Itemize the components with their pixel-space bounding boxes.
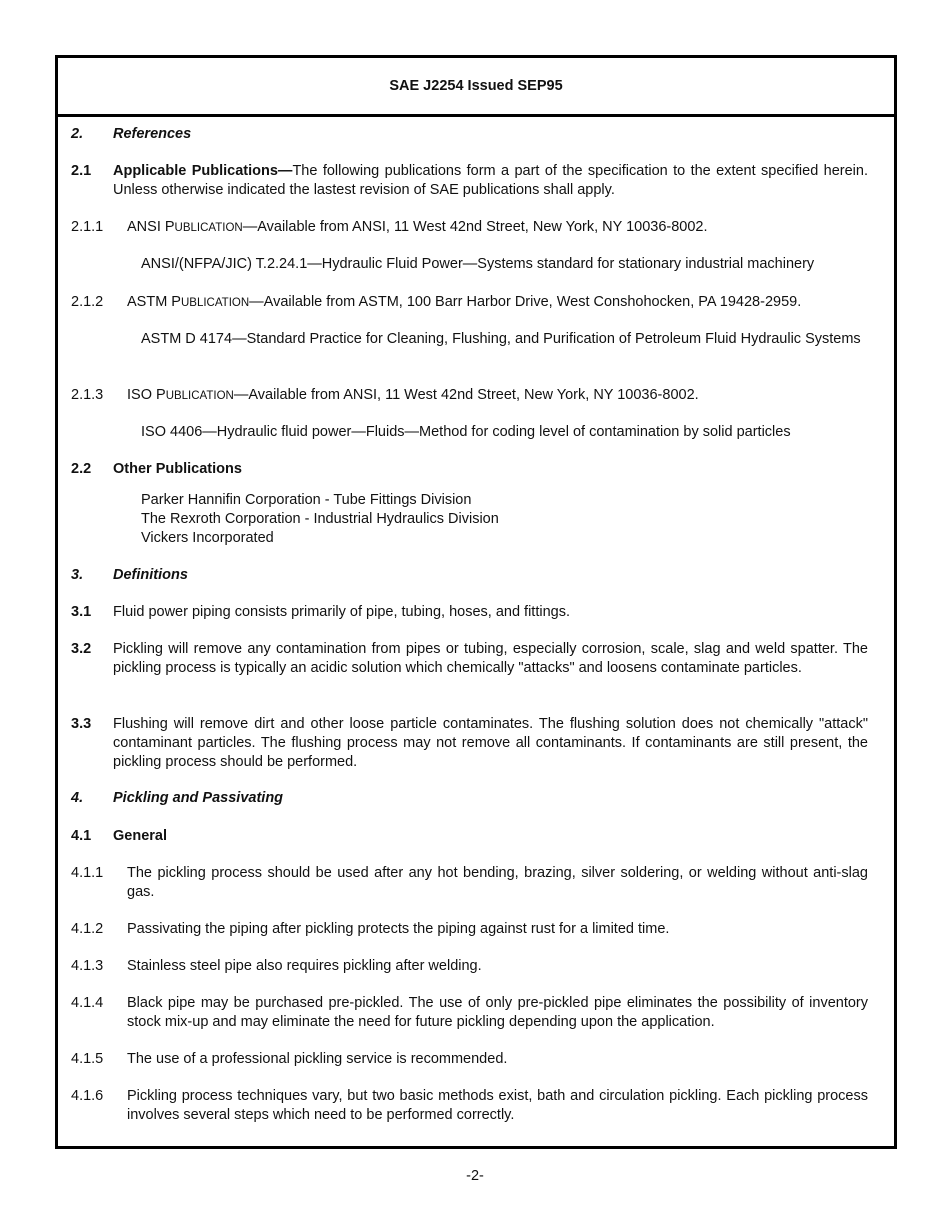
section-3-2-text: Pickling will remove any contamination from pipes or tubing, especially corrosion, scale, slag and weld spatter. The pickling process is typically an acidic solution which chemically "attacks" and loosens contaminate particles. [113, 641, 868, 676]
page-header [58, 58, 894, 117]
section-4-number: 4. [71, 790, 84, 806]
section-3-number: 3. [71, 567, 84, 583]
astm-label: ASTM P [127, 294, 181, 310]
section-4-title: Pickling and Passivating [113, 790, 284, 806]
ansi-label-smallcaps: UBLICATION [174, 222, 243, 234]
section-2-1-number: 2.1 [71, 163, 92, 179]
section-3-1-text: Fluid power piping consists primarily of pipe, tubing, hoses, and fittings. [113, 604, 570, 620]
section-2-2-number: 2.2 [71, 461, 92, 477]
section-2-1-paragraph [113, 162, 868, 200]
section-4-1-6-text: Pickling process techniques vary, but two basic methods exist, bath and circulation pickling. Each pickling process involves several steps which need to be performed correctly. [127, 1088, 868, 1123]
section-4-1-4-text: Black pipe may be purchased pre-pickled. The use of only pre-pickled pipe eliminates the possibility of inventory stock mix-up and may eliminate the need for future pickling depending upon the application. [127, 995, 868, 1030]
section-2-1-title: Applicable Publications— [113, 163, 293, 179]
iso-address: —Available from ANSI, 11 West 42nd Street, New York, NY 10036-8002. [233, 387, 699, 403]
section-2-1-1-heading [127, 218, 868, 238]
list-item: Vickers Incorporated [141, 530, 274, 546]
section-2-1-2-number: 2.1.2 [71, 294, 104, 310]
section-4-1-number: 4.1 [71, 828, 92, 844]
section-4-1-5-text: The use of a professional pickling service is recommended. [127, 1051, 508, 1067]
astm-label-smallcaps: UBLICATION [180, 297, 250, 309]
page-frame [55, 55, 897, 1149]
section-2-2-title: Other Publications [113, 461, 242, 477]
section-2-1-3-heading [127, 386, 868, 406]
iso-label-smallcaps: UBLICATION [165, 390, 234, 402]
section-4-1-3-number: 4.1.3 [71, 958, 104, 974]
ansi-address: —Available from ANSI, 11 West 42nd Street, New York, NY 10036-8002. [242, 219, 708, 235]
section-3-1-number: 3.1 [71, 604, 92, 620]
page-number: -2- [466, 1168, 484, 1184]
astm-reference-item: ASTM D 4174—Standard Practice for Cleaning, Flushing, and Purification of Petroleum Fluid Hydraulic Systems [141, 331, 861, 347]
ansi-reference-item: ANSI/(NFPA/JIC) T.2.24.1—Hydraulic Fluid Power—Systems standard for stationary industrial machinery [141, 256, 815, 272]
section-3-3-number: 3.3 [71, 716, 92, 732]
other-publications-list [141, 491, 868, 548]
section-4-1-2-number: 4.1.2 [71, 921, 104, 937]
list-item: Parker Hannifin Corporation - Tube Fittings Division [141, 492, 472, 508]
astm-address: —Available from ASTM, 100 Barr Harbor Drive, West Conshohocken, PA 19428-2959. [249, 294, 802, 310]
section-4-1-1-text: The pickling process should be used after any hot bending, brazing, silver soldering, or welding without anti-slag gas. [127, 865, 868, 900]
ansi-label: ANSI P [127, 219, 175, 235]
section-4-1-1-number: 4.1.1 [71, 865, 104, 881]
document-title: SAE J2254 Issued SEP95 [389, 78, 563, 94]
section-2-1-1-number: 2.1.1 [71, 219, 104, 235]
iso-reference-item: ISO 4406—Hydraulic fluid power—Fluids—Method for coding level of contamination by solid particles [141, 424, 791, 440]
section-4-1-5-number: 4.1.5 [71, 1051, 104, 1067]
section-3-2-number: 3.2 [71, 641, 92, 657]
section-4-1-4-number: 4.1.4 [71, 995, 104, 1011]
section-3-3-text: Flushing will remove dirt and other loose particle contaminates. The flushing solution does not chemically "attack" contaminant particles. The flushing process may not remove all contaminants. If contaminants are still present, the pickling process should be performed. [113, 716, 868, 770]
list-item: The Rexroth Corporation - Industrial Hydraulics Division [141, 511, 499, 527]
iso-label: ISO P [127, 387, 166, 403]
section-4-1-2-text: Passivating the piping after pickling protects the piping against rust for a limited time. [127, 921, 670, 937]
section-3-title: Definitions [113, 567, 188, 583]
section-2-number: 2. [71, 126, 84, 142]
section-2-1-3-number: 2.1.3 [71, 387, 104, 403]
section-4-1-title: General [113, 828, 167, 844]
section-4-1-6-number: 4.1.6 [71, 1088, 104, 1104]
section-2-1-2-heading [127, 293, 868, 313]
section-2-title: References [113, 126, 192, 142]
section-2-1-text: The following publications form a part of the specification to the extent specified herein. Unless otherwise indicated the lastest revision of SAE publications shall apply. [113, 163, 869, 198]
section-4-1-3-text: Stainless steel pipe also requires pickling after welding. [127, 958, 482, 974]
